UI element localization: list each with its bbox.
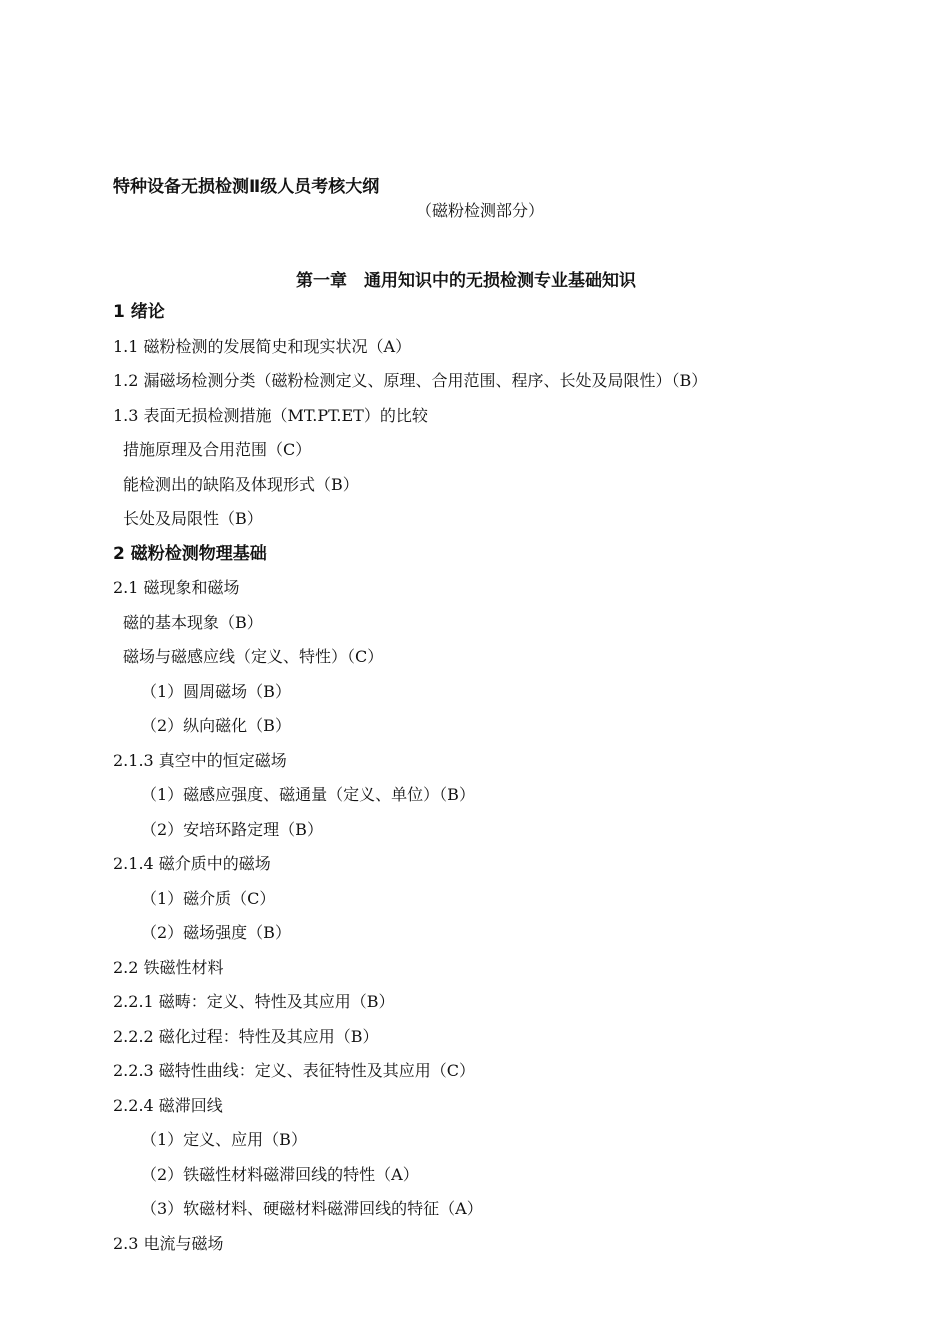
- outline-item: 2.2.3 磁特性曲线：定义、表征特性及其应用（C）: [113, 1061, 476, 1080]
- outline-item: （1）磁介质（C）: [141, 888, 276, 908]
- document-title: 特种设备无损检测Ⅱ级人员考核大纲: [113, 177, 380, 197]
- outline-item: 2.2.2 磁化过程：特性及其应用（B）: [113, 1026, 379, 1046]
- outline-item: （2）安培环路定理（B）: [141, 819, 323, 839]
- outline-item: 2.1.4 磁介质中的磁场: [113, 854, 271, 873]
- outline-item: 2.3 电流与磁场: [113, 1233, 224, 1253]
- outline-item: 2.1.3 真空中的恒定磁场: [113, 750, 287, 770]
- outline-item: （3）软磁材料、硬磁材料磁滞回线的特征（A）: [141, 1199, 483, 1218]
- section-heading: 2 磁粉检测物理基础: [113, 543, 267, 564]
- outline-item: 2.1 磁现象和磁场: [113, 578, 240, 597]
- outline-item: （1）定义、应用（B）: [141, 1130, 307, 1149]
- outline-item: 长处及局限性（B）: [123, 509, 263, 528]
- outline-item: 能检测出的缺陷及体现形式（B）: [123, 474, 359, 494]
- outline-item: 磁场与磁感应线（定义、特性）（C）: [123, 647, 384, 666]
- syllabus-outline: [113, 300, 707, 1266]
- outline-item: 2.2.1 磁畴：定义、特性及其应用（B）: [113, 992, 395, 1011]
- outline-item: （2）铁磁性材料磁滞回线的特性（A）: [141, 1164, 419, 1184]
- outline-item: 1.2 漏磁场检测分类（磁粉检测定义、原理、合用范围、程序、长处及局限性）（B）: [113, 371, 708, 390]
- outline-item: （2）磁场强度（B）: [141, 923, 291, 942]
- outline-item: 措施原理及合用范围（C）: [123, 440, 312, 459]
- outline-item: （2）纵向磁化（B）: [141, 716, 291, 735]
- outline-item: 1.3 表面无损检测措施（MT.PT.ET）的比较: [113, 405, 428, 425]
- section-heading: 1 绪论: [113, 302, 165, 322]
- document-subtitle: （磁粉检测部分）: [416, 201, 545, 220]
- outline-item: （1）磁感应强度、磁通量（定义、单位）（B）: [141, 785, 475, 804]
- outline-item: 2.2 铁磁性材料: [113, 957, 224, 977]
- outline-item: （1）圆周磁场（B）: [141, 681, 291, 701]
- outline-item: 2.2.4 磁滞回线: [113, 1095, 223, 1115]
- chapter-title: 第一章 通用知识中的无损检测专业基础知识: [296, 271, 636, 291]
- outline-item: 磁的基本现象（B）: [123, 612, 263, 632]
- outline-item: 1.1 磁粉检测的发展简史和现实状况（A）: [113, 336, 412, 356]
